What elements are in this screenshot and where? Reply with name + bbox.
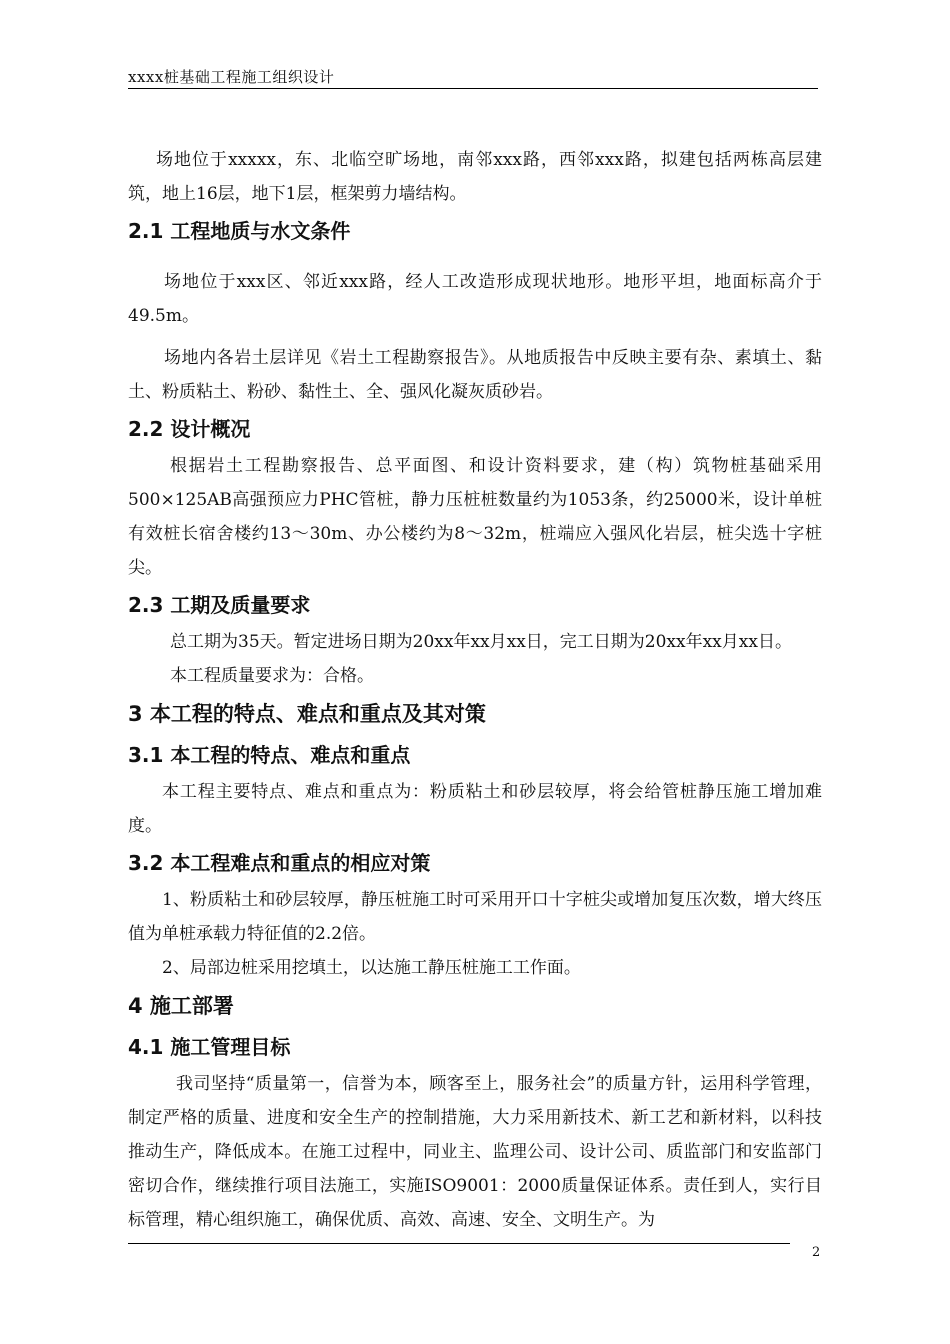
subsection-heading: 2.1 工程地质与水文条件 — [128, 219, 351, 243]
footer-rule — [128, 1243, 790, 1244]
paragraph: 本工程质量要求为：合格。 — [170, 666, 374, 686]
paragraph: 总工期为35天。暂定进场日期为20xx年xx月xx日，完工日期为20xx年xx月xx日。 — [170, 632, 792, 652]
page-number: 2 — [812, 1245, 821, 1260]
document-body — [128, 143, 822, 1237]
paragraph: 场地内各岩土层详见《岩土工程勘察报告》。从地质报告中反映主要有杂、素填土、黏土、粉质粘土、粉砂、黏性土、全、强风化凝灰质砂岩。 — [128, 348, 822, 402]
paragraph: 我司坚持“质量第一，信誉为本，顾客至上，服务社会”的质量方针，运用科学管理，制定严格的质量、进度和安全生产的控制措施，大力采用新技术、新工艺和新材料，以科技推动生产，降低成本。在施工过程中，同业主、监理公司、设计公司、质监部门和安监部门密切合作，继续推行项目法施工，实施ISO9001：2000质量保证体系。责任到人，实行目标管理，精心组织施工，确保优质、高效、高速、安全、文明生产。为 — [128, 1074, 822, 1230]
paragraph: 场地位于xxxxx，东、北临空旷场地，南邻xxx路，西邻xxx路，拟建包括两栋高层建筑，地上16层，地下1层，框架剪力墙结构。 — [128, 150, 822, 204]
section-heading: 4 施工部署 — [128, 994, 234, 1018]
subsection-heading: 2.2 设计概况 — [128, 417, 251, 441]
section-heading: 3 本工程的特点、难点和重点及其对策 — [128, 702, 486, 726]
paragraph: 场地位于xxx区、邻近xxx路，经人工改造形成现状地形。地形平坦，地面标高介于49.5m。 — [128, 272, 822, 326]
subsection-heading: 3.2 本工程难点和重点的相应对策 — [128, 851, 431, 875]
running-header: xxxx桩基础工程施工组织设计 — [128, 68, 335, 86]
paragraph: 本工程主要特点、难点和重点为：粉质粘土和砂层较厚，将会给管桩静压施工增加难度。 — [128, 782, 822, 836]
paragraph: 2、局部边桩采用挖填土，以达施工静压桩施工工作面。 — [162, 958, 581, 978]
subsection-heading: 4.1 施工管理目标 — [128, 1035, 291, 1059]
subsection-heading: 2.3 工期及质量要求 — [128, 593, 311, 617]
paragraph: 1、粉质粘土和砂层较厚，静压桩施工时可采用开口十字桩尖或增加复压次数，增大终压值为单桩承载力特征值的2.2倍。 — [128, 890, 822, 944]
paragraph: 根据岩土工程勘察报告、总平面图、和设计资料要求，建（构）筑物桩基础采用500×125AB高强预应力PHC管桩，静力压桩桩数量约为1053条，约25000米，设计单桩有效桩长宿舍楼约13～30m、办公楼约为8～32m，桩端应入强风化岩层，桩尖选十字桩尖。 — [128, 456, 822, 578]
subsection-heading: 3.1 本工程的特点、难点和重点 — [128, 743, 411, 767]
header-rule — [128, 88, 818, 89]
